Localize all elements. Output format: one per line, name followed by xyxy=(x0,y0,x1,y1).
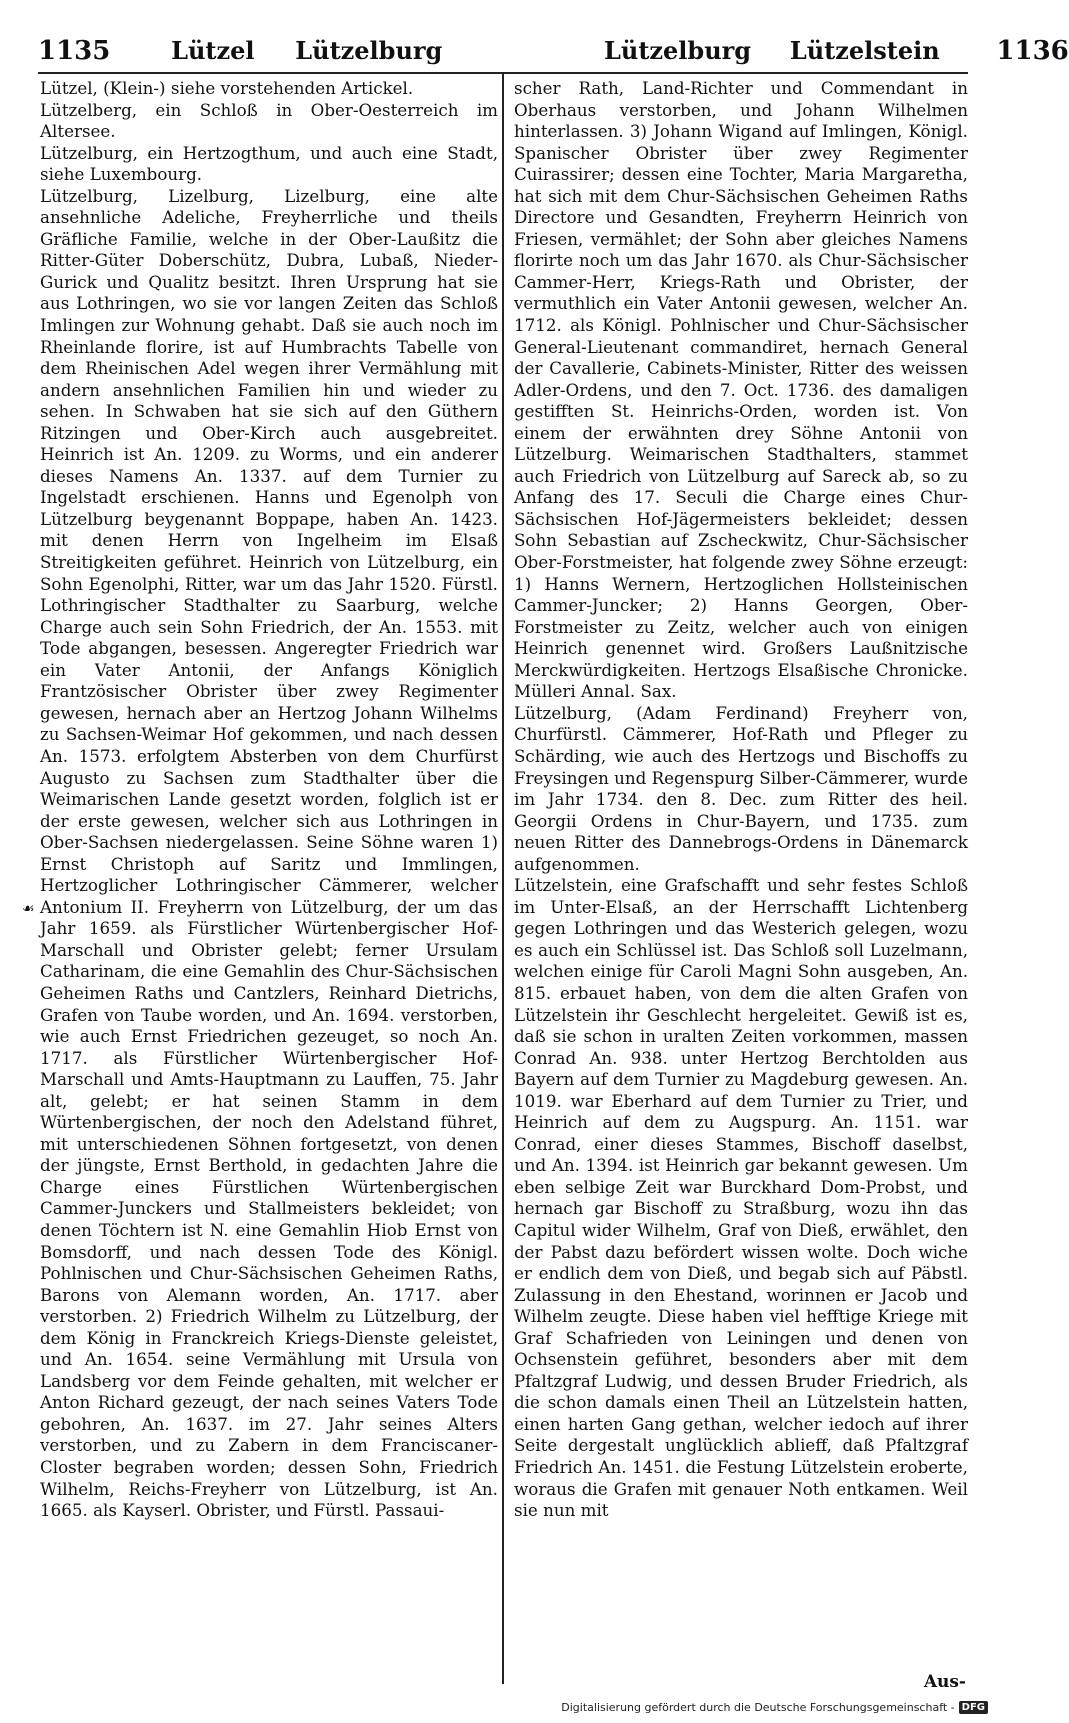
right-running-title-2: Lützelstein xyxy=(789,36,940,65)
left-running-title-2: Lützelburg xyxy=(295,36,443,65)
entry-paragraph: Lützel, (Klein-) siehe vorstehenden Artickel. xyxy=(40,78,414,98)
right-column xyxy=(514,78,968,1522)
right-page-number: 1136 xyxy=(996,36,1069,66)
entry-paragraph: Lützelberg, ein Schloß in Ober-Oesterreich im Altersee. xyxy=(40,99,498,142)
catchword: Aus- xyxy=(923,1672,966,1692)
digitization-footer xyxy=(561,1701,988,1714)
left-column xyxy=(40,78,498,1522)
entry-paragraph: scher Rath, Land-Richter und Commendant in Oberhaus verstorben, und Johann Wilhelmen hinterlassen. 3) Johann Wigand auf Imlingen, Königl. Spanischer Obrister über zwey Regimenter Cuirassirer; dessen eine Tochter, Maria Margaretha, hat sich mit dem Chur-Sächsischen Geheimen Raths Directore und Gesandten, Freyherrn Heinrich von Friesen, vermählet; der Sohn aber gleiches Namens florirte noch um das Jahr 1670. als Chur-Sächsischer Cammer-Herr, Kriegs-Rath und Obrister, der vermuthlich ein Vater Antonii gewesen, welcher An. 1712. als Königl. Pohlnischer und Chur-Sächsischer General-Lieutenant commandiret, hernach General der Cavallerie, Cabinets-Minister, Ritter des weissen Adler-Ordens, und den 7. Oct. 1736. des damaligen gestifften St. Heinrichs-Orden, worden ist. Von einem der erwähnten drey Söhne Antonii von Lützelburg. Weimarischen Stadthalters, stammet auch Friedrich von Lützelburg auf Sareck ab, so zu Anfang des 17. Seculi die Charge eines Chur-Sächsischen Hof-Jägermeisters bekleidet; dessen Sohn Sebastian auf Zscheckwitz, Chur-Sächsischer Ober-Forstmeister, hat folgende zwey Söhne erzeugt: 1) Hanns Wernern, Hertzoglichen Hollsteinischen Cammer-Juncker; 2) Hanns Georgen, Ober-Forstmeister zu Zeitz, welcher auch von einigen Heinrich genennet wird. Großers Laußnitzische Merckwürdigkeiten. Hertzogs Elsaßische Chronicke. Mülleri Annal. Sax. xyxy=(514,78,968,702)
entry-paragraph: Lützelburg, (Adam Ferdinand) Freyherr von, Churfürstl. Cämmerer, Hof-Rath und Pfleger zu Schärding, wie auch des Hertzogs und Bischoffs zu Freysingen und Regenspurg Silber-Cämmerer, wurde im Jahr 1734. den 8. Dec. zum Ritter des heil. Georgii Ordens in Chur-Bayern, und 1735. zum neuen Ritter des Dannebrogs-Ordens in Dänemarck aufgenommen. xyxy=(514,702,968,874)
right-running-title-1: Lützelburg xyxy=(604,36,752,65)
margin-mark-icon: ☙ xyxy=(22,901,35,917)
left-running-title-1: Lützel xyxy=(171,36,255,65)
entry-paragraph: Lützelburg, ein Hertzogthum, und auch eine Stadt, siehe Luxembourg. xyxy=(40,142,498,185)
right-header xyxy=(604,36,1069,70)
entry-paragraph: Lützelstein, eine Grafschafft und sehr festes Schloß im Unter-Elsaß, an der Herrschafft Lichtenberg gegen Lothringen und das Westerich gelegen, wozu es auch ein Schlüssel ist. Das Schloß soll Luzelmann, welchen einige für Caroli Magni Sohn ausgeben, An. 815. erbauet haben, von dem die alten Grafen von Lützelstein ihr Geschlecht hergeleitet. Gewiß ist es, daß sie schon in uralten Zeiten vorkommen, massen Conrad An. 938. unter Hertzog Berchtolden aus Bayern auf dem Turnier zu Magdeburg gewesen. An. 1019. war Eberhard auf dem Turnier zu Trier, und Heinrich auf dem zu Augspurg. An. 1151. war Conrad, einer dieses Stammes, Bischoff daselbst, und An. 1394. ist Heinrich gar bekannt gewesen. Um eben selbige Zeit war Burckhard Dom-Probst, und hernach gar Bischoff zu Straßburg, wozu ihn das Capitul wider Wilhelm, Graf von Dieß, erwählet, den der Pabst dazu befördert wissen wolte. Doch wiche er endlich dem von Dieß, und begab sich auf Päbstl. Zulassung in den Ehestand, worinnen er Jacob und Wilhelm zeugte. Diese haben viel hefftige Kriege mit Graf Schafrieden von Leiningen und denen von Ochsenstein geführet, besonders aber mit dem Pfaltzgraf Ludwig, und dessen Bruder Friedrich, als die schon damals einen Theil an Lützelstein hatten, einen harten Gang gethan, welcher iedoch auf ihrer Seite dergestalt unglücklich ablieff, daß Pfaltzgraf Friedrich An. 1451. die Festung Lützelstein eroberte, woraus die Grafen mit genauer Noth entkamen. Weil sie nun mit xyxy=(514,875,968,1521)
left-page-number: 1135 xyxy=(38,36,111,66)
left-header xyxy=(38,36,442,70)
entry-paragraph: Lützelburg, Lizelburg, Lizelburg, eine alte ansehnliche Adeliche, Freyherrliche und theils Gräfliche Familie, welche in der Ober-Laußitz die Ritter-Güter Doberschütz, Dubra, Lubaß, Nieder-Gurick und Qualitz besitzt. Ihren Ursprung hat sie aus Lothringen, wo sie vor langen Zeiten das Schloß Imlingen zur Wohnung gehabt. Daß sie auch noch im Rheinlande florire, ist auf Humbrachts Tabelle von dem Rheinischen Adel wegen ihrer Vermählung mit andern ansehnlichen Familien hin und wieder zu sehen. In Schwaben hat sie sich auf den Güthern Ritzingen und Ober-Kirch auch ausgebreitet. Heinrich ist An. 1209. zu Worms, und ein anderer dieses Namens An. 1337. auf dem Turnier zu Ingelstadt erschienen. Hanns und Egenolph von Lützelburg beygenannt Boppape, haben An. 1423. mit denen Herrn von Ingelheim im Elsaß Streitigkeiten geführet. Heinrich von Lützelburg, ein Sohn Egenolphi, Ritter, war um das Jahr 1520. Fürstl. Lothringischer Stadthalter zu Saarburg, welche Charge auch sein Sohn Friedrich, der An. 1553. mit Tode abgangen, besessen. Angeregter Friedrich war ein Vater Antonii, der Anfangs Königlich Frantzösischer Obrister über zwey Regimenter gewesen, hernach aber an Hertzog Johann Wilhelms zu Sachsen-Weimar Hof gekommen, und nach dessen An. 1573. erfolgtem Absterben von dem Churfürst Augusto zu Sachsen zum Stadthalter über die Weimarischen Lande gesetzt worden, folglich ist er der erste gewesen, welcher sich aus Lothringen in Ober-Sachsen niedergelassen. Seine Söhne waren 1) Ernst Christoph auf Saritz und Immlingen, Hertzoglicher Lothringischer Cämmerer, welcher Antonium II. Freyherrn von Lützelburg, der um das Jahr 1659. als Fürstlicher Würtenbergischer Hof-Marschall und Obrister gelebt; ferner Ursulam Catharinam, die eine Gemahlin des Chur-Sächsischen Geheimen Raths und Cantzlers, Reinhard Dietrichs, Grafen von Taube worden, und An. 1694. verstorben, wie auch Ernst Friedrichen gezeuget, so noch An. 1717. als Fürstlicher Würtenbergischer Hof-Marschall und Amts-Hauptmann zu Lauffen, 75. Jahr alt, gelebt; er hat seinen Stamm in dem Würtenbergischen, der noch den Adelstand führet, mit unterschiedenen Söhnen fortgesetzt, von denen der jüngste, Ernst Berthold, in gedachten Jahre die Charge eines Fürstlichen Würtenbergischen Cammer-Junckers und Stallmeisters bekleidet; von denen Töchtern ist N. eine Gemahlin Hiob Ernst von Bomsdorff, und nach dessen Tode des Königl. Pohlnischen und Chur-Sächsischen Geheimen Raths, Barons von Alemann worden, An. 1717. aber verstorben. 2) Friedrich Wilhelm zu Lützelburg, der dem König in Franckreich Kriegs-Dienste geleistet, und An. 1654. seine Vermählung mit Ursula von Landsberg vor dem Feinde gehalten, mit welcher er Anton Richard gezeugt, der nach seines Vaters Tode gebohren, An. 1637. im 27. Jahr seines Alters verstorben, und zu Zabern in dem Franciscaner-Closter begraben worden; dessen Sohn, Friedrich Wilhelm, Reichs-Freyherr von Lützelburg, ist An. 1665. als Kayserl. Obrister, und Fürstl. Passaui- xyxy=(40,185,498,1521)
dfg-logo-icon: DFG xyxy=(959,1701,988,1714)
footer-credit: Digitalisierung gefördert durch die Deutsche Forschungsgemeinschaft - xyxy=(561,1701,955,1714)
column-divider xyxy=(502,74,504,1684)
